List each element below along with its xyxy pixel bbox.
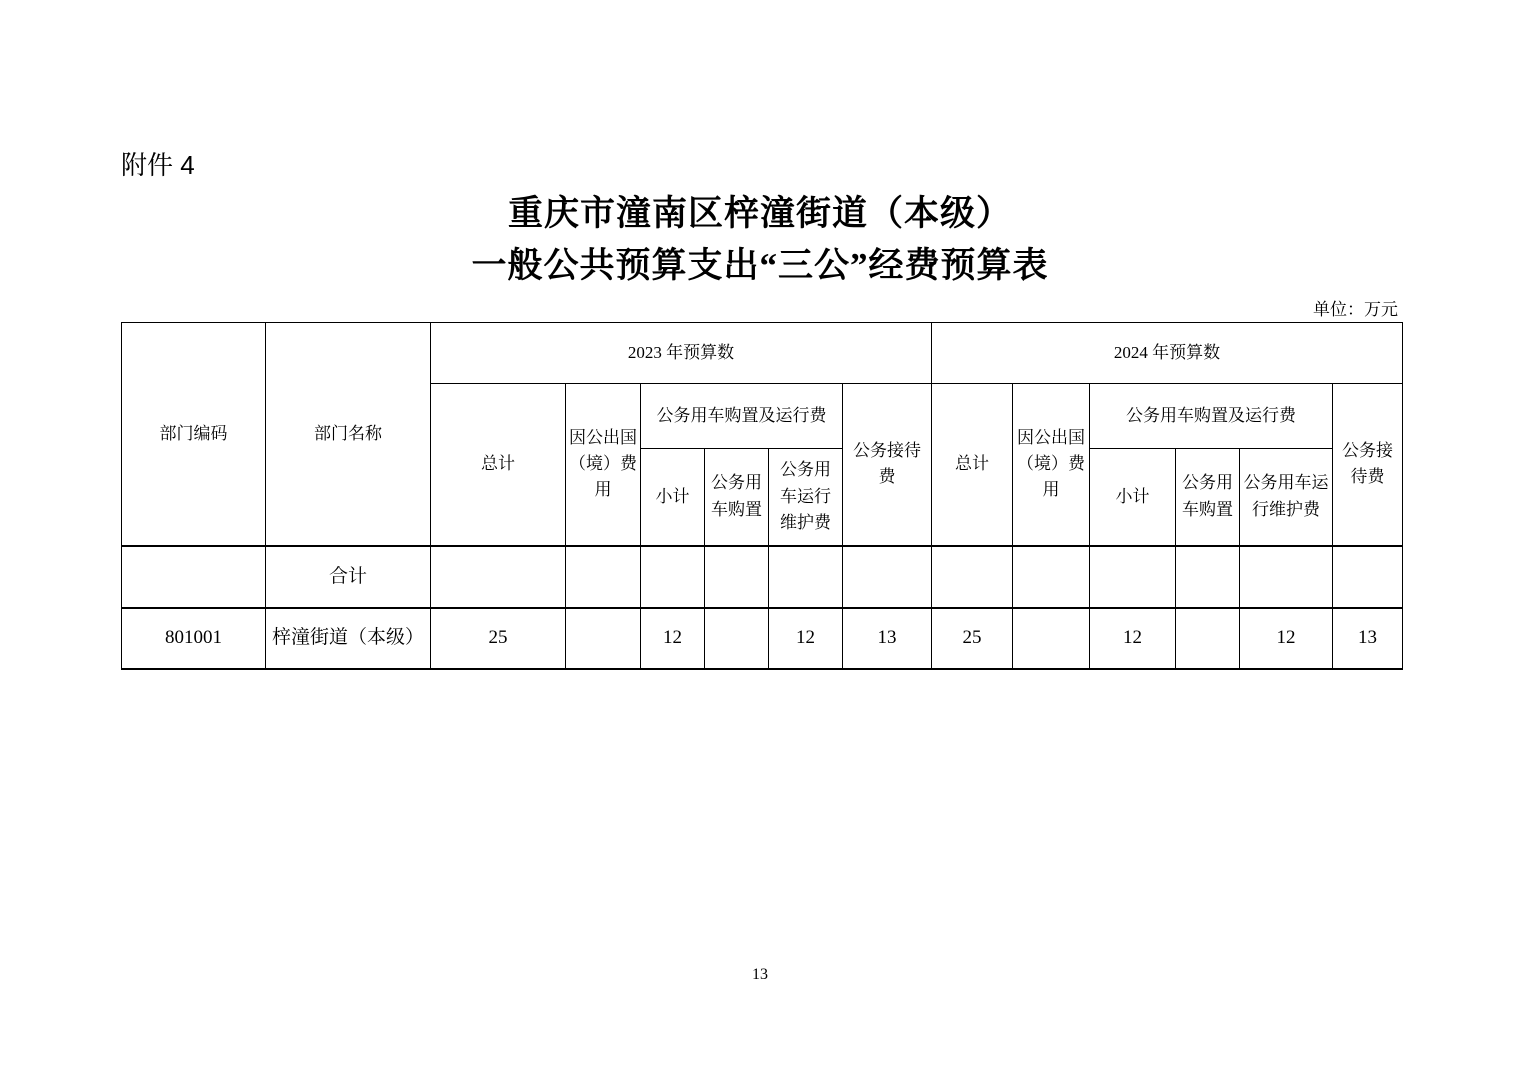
cell-2023-total [431, 546, 566, 608]
cell-2024-abroad-fee [1013, 608, 1090, 669]
cell-2023-abroad-fee [566, 546, 641, 608]
cell-2024-vehicle-purchase [1176, 608, 1240, 669]
header-row-years [122, 323, 1403, 384]
header-2024-total: 总计 [932, 384, 1013, 546]
header-2024-vehicle-group: 公务用车购置及运行费 [1090, 384, 1333, 449]
header-2024-vehicle-purchase: 公务用车购置 [1176, 449, 1240, 546]
cell-2023-total: 25 [431, 608, 566, 669]
cell-2024-vehicle-purchase [1176, 546, 1240, 608]
header-2023-vehicle-purchase: 公务用车购置 [705, 449, 769, 546]
unit-note: 单位：万元 [1313, 300, 1398, 319]
document-title [0, 188, 1520, 292]
header-group-2023: 2023 年预算数 [431, 323, 932, 384]
header-2023-subtotal: 小计 [641, 449, 705, 546]
document-title-line2: 一般公共预算支出“三公”经费预算表 [471, 246, 1049, 285]
header-2023-vehicle-maintenance: 公务用车运行维护费 [769, 449, 843, 546]
header-2023-vehicle-group: 公务用车购置及运行费 [641, 384, 843, 449]
header-group-2024: 2024 年预算数 [932, 323, 1403, 384]
header-dept-name: 部门名称 [266, 323, 431, 546]
cell-2023-reception-fee: 13 [843, 608, 932, 669]
header-2024-vehicle-maintenance: 公务用车运行维护费 [1240, 449, 1333, 546]
budget-table [121, 322, 1403, 670]
attachment-label: 附件 4 [121, 150, 195, 180]
cell-2024-reception-fee [1333, 546, 1403, 608]
cell-2024-total: 25 [932, 608, 1013, 669]
cell-2024-total [932, 546, 1013, 608]
cell-2024-reception-fee: 13 [1333, 608, 1403, 669]
header-2024-reception-fee: 公务接待费 [1333, 384, 1403, 546]
cell-dept-name: 合计 [266, 546, 431, 608]
page-number: 13 [752, 966, 768, 983]
cell-2024-subtotal: 12 [1090, 608, 1176, 669]
header-2023-reception-fee: 公务接待费 [843, 384, 932, 546]
document-title-line1: 重庆市潼南区梓潼街道（本级） [507, 194, 1012, 233]
cell-2023-subtotal: 12 [641, 608, 705, 669]
cell-2024-abroad-fee [1013, 546, 1090, 608]
header-2023-total: 总计 [431, 384, 566, 546]
table-row-total [122, 546, 1403, 608]
header-2024-subtotal: 小计 [1090, 449, 1176, 546]
cell-2024-subtotal [1090, 546, 1176, 608]
cell-dept-name: 梓潼街道（本级） [266, 608, 431, 669]
header-2024-abroad-fee: 因公出国（境）费用 [1013, 384, 1090, 546]
cell-2023-vehicle-maintenance [769, 546, 843, 608]
cell-2024-vehicle-maintenance: 12 [1240, 608, 1333, 669]
cell-2023-abroad-fee [566, 608, 641, 669]
table-row-department [122, 608, 1403, 669]
cell-dept-code: 801001 [122, 608, 266, 669]
cell-2024-vehicle-maintenance [1240, 546, 1333, 608]
cell-2023-vehicle-purchase [705, 546, 769, 608]
cell-2023-vehicle-purchase [705, 608, 769, 669]
cell-2023-reception-fee [843, 546, 932, 608]
header-2023-abroad-fee: 因公出国（境）费用 [566, 384, 641, 546]
cell-2023-subtotal [641, 546, 705, 608]
cell-dept-code [122, 546, 266, 608]
cell-2023-vehicle-maintenance: 12 [769, 608, 843, 669]
header-dept-code: 部门编码 [122, 323, 266, 546]
